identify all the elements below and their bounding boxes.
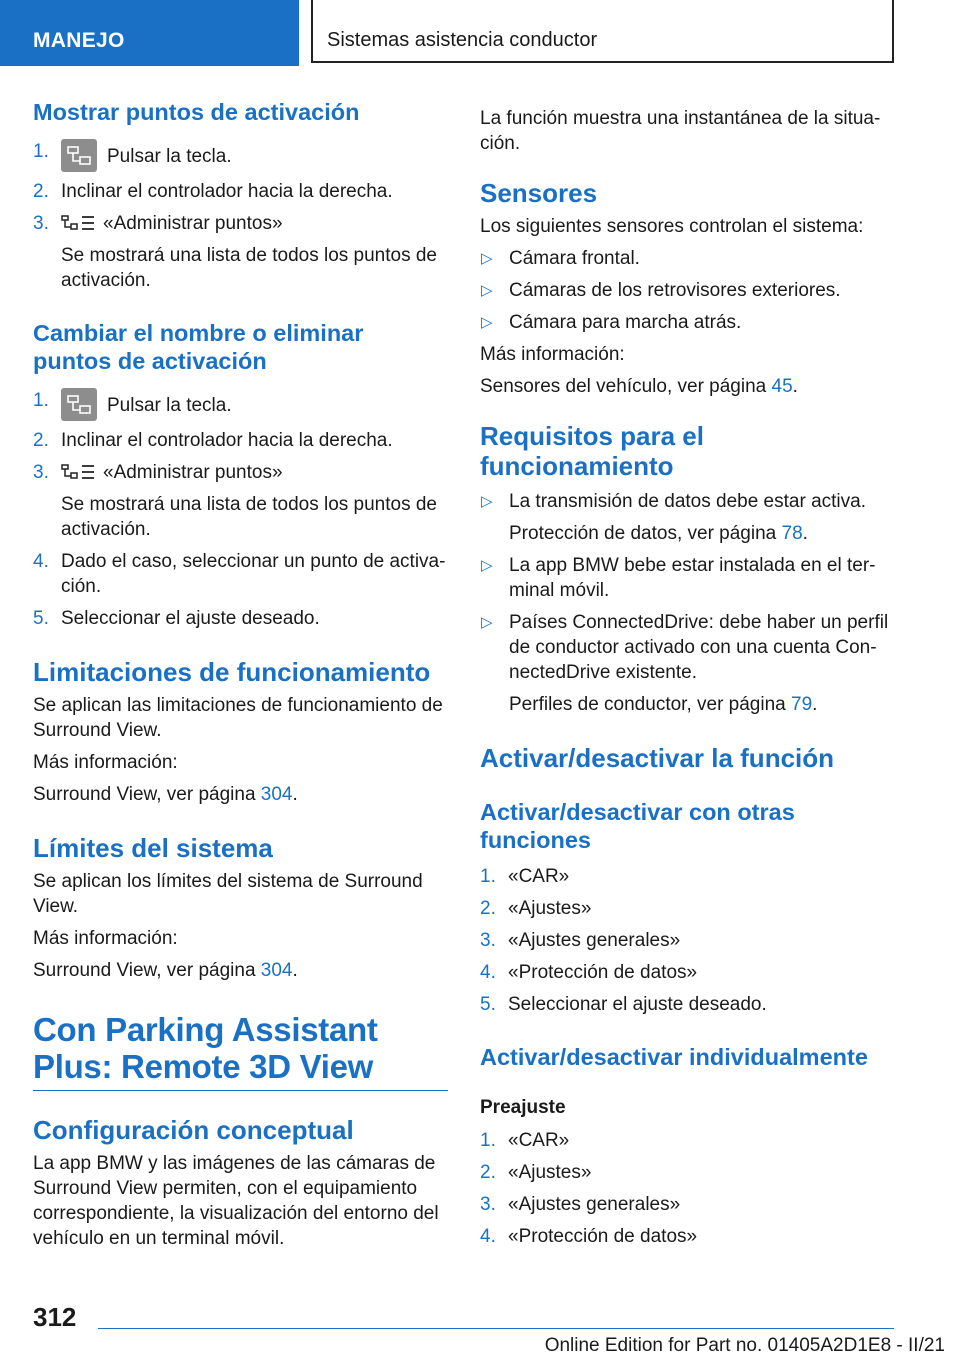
heading-remote-3d-line2: Plus: Remote 3D View	[33, 1048, 374, 1085]
page-link[interactable]: 78	[781, 523, 803, 544]
display-key-icon	[61, 388, 97, 421]
triangle-bullet-icon: ▷	[481, 314, 493, 331]
edition-note: Online Edition for Part no. 01405A2D1E8 - II/21	[544, 1335, 945, 1356]
page-link[interactable]: 304	[260, 784, 293, 805]
steps-otras	[480, 864, 895, 1017]
page-link[interactable]: 79	[791, 694, 813, 715]
list-item: 5. Seleccionar el ajuste deseado.	[33, 608, 320, 629]
heading-configuracion: Configuración conceptual	[33, 1115, 354, 1145]
paragraph: Más información:	[480, 344, 625, 365]
paragraph: Los siguientes sensores controlan el sistema:	[480, 216, 864, 237]
page-header	[0, 0, 960, 66]
heading-limitaciones: Limitaciones de funcionamiento	[33, 657, 431, 687]
left-column	[33, 98, 448, 1251]
list-item: 1. «CAR»	[480, 866, 570, 887]
paragraph: Surround View, ver página 304.	[33, 784, 298, 805]
display-key-icon	[61, 139, 97, 172]
list-item: ▷ La app BMW bebe estar instalada en el terminal móvil.	[481, 555, 876, 601]
paragraph: Sensores del vehículo, ver página 45.	[480, 376, 798, 397]
list-item: 1. Pulsar la tecla.	[33, 388, 448, 421]
paragraph: Más información:	[33, 752, 178, 773]
subheading-preajuste: Preajuste	[480, 1097, 566, 1118]
paragraph: Más información:	[33, 928, 178, 949]
heading-individualmente: Activar/desactivar individualmente	[480, 1044, 868, 1070]
list-item: 4. «Protección de datos»	[480, 1226, 698, 1247]
chapter-box	[311, 0, 894, 63]
heading-cambiar-nombre: Cambiar el nombre o eliminar puntos de activación	[33, 320, 364, 374]
steps-mostrar	[33, 139, 448, 293]
list-item: 4. «Protección de datos»	[480, 962, 698, 983]
triangle-bullet-icon: ▷	[481, 557, 493, 574]
list-item: 1. «CAR»	[480, 1130, 570, 1151]
triangle-bullet-icon: ▷	[481, 250, 493, 267]
heading-activar: Activar/desactivar la función	[480, 743, 835, 773]
manage-points-icon	[61, 462, 95, 482]
list-item: 2. Inclinar el controlador hacia la derecha.	[33, 430, 393, 451]
paragraph: Surround View, ver página 304.	[33, 960, 298, 981]
list-item: 2. Inclinar el controlador hacia la derecha.	[33, 181, 393, 202]
list-item: ▷ Cámara frontal.	[481, 248, 640, 269]
list-item: 2. «Ajustes»	[480, 1162, 592, 1183]
page-number: 312	[33, 1302, 77, 1332]
heading-requisitos: Requisitos para el funcionamiento	[480, 421, 704, 481]
heading-otras-funciones: Activar/desactivar con otras funciones	[480, 799, 795, 853]
list-item: ▷ Cámara para marcha atrás.	[481, 312, 742, 333]
paragraph: La función muestra una instantánea de la situación.	[480, 108, 881, 154]
list-item: 1. Pulsar la tecla.	[33, 139, 448, 172]
chapter-heading-block	[33, 1011, 448, 1091]
steps-individual	[480, 1128, 895, 1249]
right-column	[480, 106, 895, 1249]
list-item: 3. «Ajustes generales»	[480, 930, 681, 951]
list-item: ▷ La transmisión de datos debe estar activa. Protección de datos, ver página 78.	[481, 491, 866, 544]
list-item: ▷ Países ConnectedDrive: debe haber un perfil de conductor activado con una cuenta ConnectedDrive existente. Perfiles de conductor, ver página 79.	[481, 612, 889, 715]
chapter-label: Sistemas asistencia conductor	[327, 29, 598, 51]
triangle-bullet-icon: ▷	[481, 282, 493, 299]
heading-mostrar-puntos: Mostrar puntos de activación	[33, 99, 360, 125]
list-item: 5. Seleccionar el ajuste deseado.	[480, 994, 767, 1015]
requisitos-list	[480, 489, 895, 717]
list-item: 3. «Administrar puntos» Se mostrará una lista de todos los puntos de activación.	[33, 213, 438, 291]
page-link[interactable]: 304	[260, 960, 293, 981]
heading-sensores: Sensores	[480, 178, 598, 208]
list-item: 3. «Administrar puntos» Se mostrará una lista de todos los puntos de activación.	[33, 462, 438, 540]
heading-limites: Límites del sistema	[33, 833, 273, 863]
footer-divider	[98, 1328, 894, 1329]
list-item: 3. «Ajustes generales»	[480, 1194, 681, 1215]
sensor-list	[480, 246, 895, 335]
list-item: 4. Dado el caso, seleccionar un punto de activación.	[33, 551, 446, 597]
paragraph: Se aplican los límites del sistema de Surround View.	[33, 871, 423, 917]
list-item: ▷ Cámaras de los retrovisores exteriores.	[481, 280, 841, 301]
triangle-bullet-icon: ▷	[481, 614, 493, 631]
steps-cambiar	[33, 388, 448, 631]
list-item: 2. «Ajustes»	[480, 898, 592, 919]
page-link[interactable]: 45	[771, 376, 793, 397]
section-tab	[0, 0, 299, 66]
section-label: MANEJO	[33, 29, 125, 52]
paragraph: La app BMW y las imágenes de las cámaras de Surround View permiten, con el equipamiento correspondiente, la visualización del entorno del vehículo en un terminal móvil.	[33, 1153, 439, 1249]
manage-points-icon	[61, 213, 95, 233]
triangle-bullet-icon: ▷	[481, 493, 493, 510]
paragraph: Se aplican las limitaciones de funcionamiento de Surround View.	[33, 695, 443, 741]
heading-remote-3d-line1: Con Parking Assistant	[33, 1011, 378, 1048]
